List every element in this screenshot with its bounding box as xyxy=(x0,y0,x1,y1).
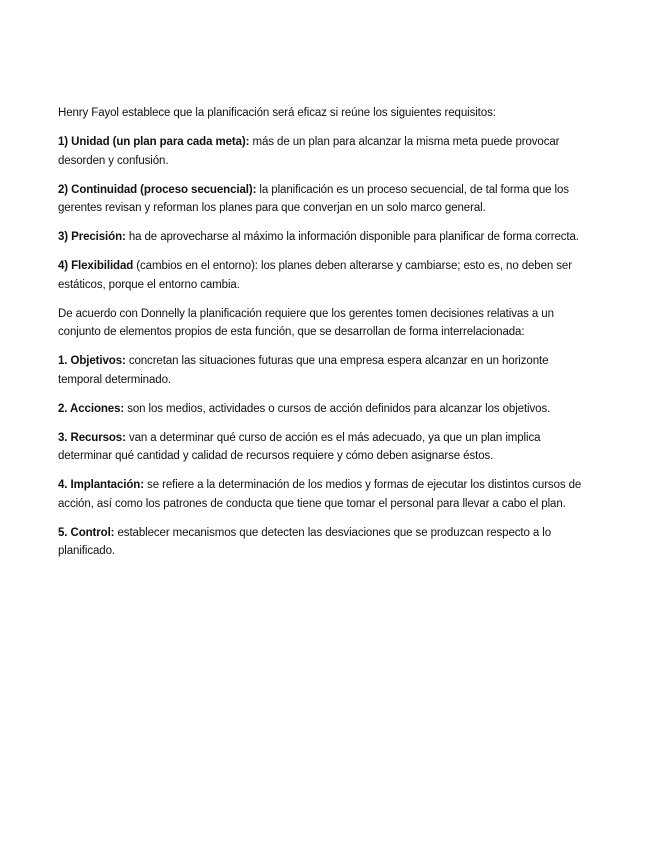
fayol-item-title: 1) Unidad (un plan para cada meta): xyxy=(58,136,250,148)
fayol-item-title: 2) Continuidad (proceso secuencial): xyxy=(58,183,257,196)
donnelly-item-title: 2. Acciones: xyxy=(58,402,125,415)
fayol-item-title: 4) Flexibilidad xyxy=(58,260,134,272)
donnelly-item-title: 5. Control: xyxy=(58,526,115,539)
fayol-item-precision xyxy=(58,228,588,247)
fayol-item-unidad xyxy=(58,133,588,170)
donnelly-item-text: son los medios, actividades o cursos de acción definidos para alcanzar los objetivos. xyxy=(124,402,551,415)
donnelly-item-title: 3. Recursos: xyxy=(58,431,126,444)
fayol-item-continuidad xyxy=(58,181,588,218)
intro-fayol-paragraph: Henry Fayol establece que la planificación será eficaz si reúne los siguientes requisitos: xyxy=(58,107,496,119)
fayol-item-title: 3) Precisión: xyxy=(58,231,126,243)
donnelly-item-implantacion xyxy=(58,476,588,513)
donnelly-item-text: se refiere a la determinación de los medios y formas de ejecutar los distintos cursos de acción, así como los patrones de conducta que tiene que tomar el personal para llevar a cabo el plan. xyxy=(58,479,582,510)
donnelly-item-title: 1. Objetivos: xyxy=(58,355,126,367)
donnelly-item-objetivos xyxy=(58,352,588,389)
donnelly-item-title: 4. Implantación: xyxy=(58,479,144,491)
donnelly-item-acciones xyxy=(58,400,588,419)
document-page xyxy=(58,104,588,571)
fayol-item-text: más de un plan para alcanzar la misma meta puede provocar desorden y confusión. xyxy=(58,136,560,167)
donnelly-item-text: establecer mecanismos que detecten las desviaciones que se produzcan respecto a lo planificado. xyxy=(58,526,552,557)
fayol-item-flexibilidad xyxy=(58,257,588,294)
donnelly-item-text: van a determinar qué curso de acción es el más adecuado, ya que un plan implica determinar qué cantidad y calidad de recursos requiere y cómo deben asignarse éstos. xyxy=(58,431,541,462)
fayol-item-text: (cambios en el entorno): los planes deben alterarse y cambiarse; esto es, no deben ser estáticos, porque el entorno cambia. xyxy=(58,260,572,291)
intro-donnelly-paragraph: De acuerdo con Donnelly la planificación requiere que los gerentes tomen decisiones relativas a un conjunto de elementos propios de esta función, que se desarrollan de forma interrelacionada: xyxy=(58,307,554,338)
fayol-item-text: ha de aprovecharse al máximo la información disponible para planificar de forma correcta. xyxy=(125,231,579,243)
donnelly-item-recursos xyxy=(58,429,588,466)
donnelly-item-text: concretan las situaciones futuras que una empresa espera alcanzar en un horizonte temporal determinado. xyxy=(58,355,549,386)
donnelly-item-control xyxy=(58,524,588,561)
fayol-item-text: la planificación es un proceso secuencial, de tal forma que los gerentes revisan y reforman los planes para que converjan en un solo marco general. xyxy=(58,183,569,214)
